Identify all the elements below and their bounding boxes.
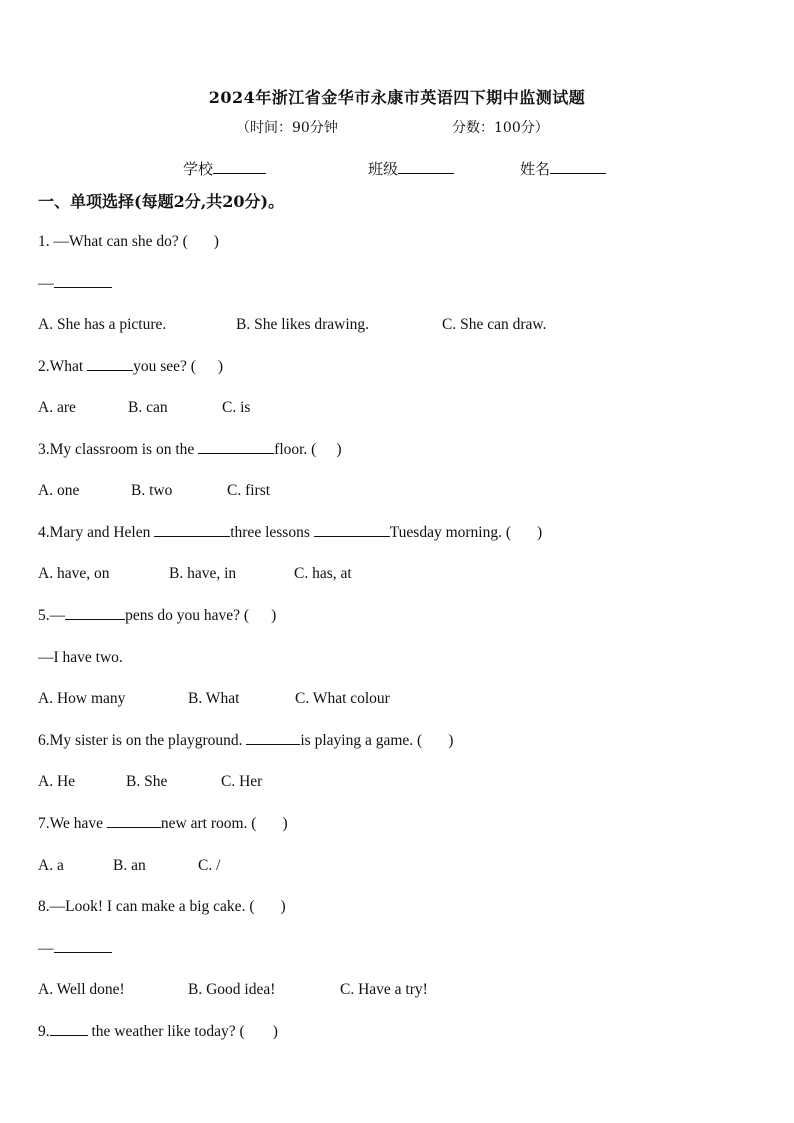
option-b[interactable]: B. an bbox=[113, 857, 146, 874]
name-blank bbox=[550, 172, 606, 174]
answer-blank bbox=[198, 452, 274, 454]
class-field bbox=[368, 158, 454, 179]
option-b[interactable]: B. can bbox=[128, 399, 168, 416]
question-8-paren-close: ) bbox=[280, 898, 286, 915]
question-7-text-2: new art room. ( bbox=[160, 815, 257, 832]
class-label: 班级 bbox=[368, 160, 399, 178]
option-c[interactable]: C. What colour bbox=[295, 690, 390, 707]
question-2-text: 2.What bbox=[38, 358, 84, 375]
question-4-text-3: Tuesday morning. ( bbox=[389, 524, 512, 541]
section-title: 一、单项选择(每题2分,共20分)。 bbox=[38, 192, 285, 211]
question-9-text-2: the weather like today? ( bbox=[91, 1023, 245, 1040]
option-c[interactable]: C. Her bbox=[221, 773, 263, 790]
dash: — bbox=[38, 275, 54, 292]
option-b[interactable]: B. have, in bbox=[169, 565, 237, 582]
question-8-answer-line bbox=[38, 940, 112, 958]
question-1-text: 1. —What can she do? ( bbox=[38, 233, 188, 250]
question-2-text-2: you see? ( bbox=[133, 358, 196, 375]
answer-blank bbox=[107, 826, 161, 828]
question-8-options bbox=[38, 981, 428, 999]
question-2-paren-close: ) bbox=[217, 358, 224, 375]
question-3-stem bbox=[38, 441, 342, 459]
question-2-stem bbox=[38, 358, 223, 376]
option-a[interactable]: A. one bbox=[38, 482, 80, 499]
answer-blank bbox=[54, 951, 112, 953]
answer-blank bbox=[246, 743, 300, 745]
answer-blank bbox=[314, 535, 390, 537]
option-b[interactable]: B. What bbox=[188, 690, 240, 707]
school-field bbox=[183, 158, 266, 179]
option-b[interactable]: B. Good idea! bbox=[188, 981, 276, 998]
question-3-text-2: floor. ( bbox=[274, 441, 317, 458]
option-a[interactable]: A. have, on bbox=[38, 565, 110, 582]
question-9-stem bbox=[38, 1023, 278, 1041]
option-c[interactable]: C. Have a try! bbox=[340, 981, 428, 998]
question-9-paren-close: ) bbox=[272, 1023, 278, 1040]
answer-blank bbox=[65, 618, 125, 620]
name-field bbox=[520, 158, 606, 179]
answer-blank bbox=[154, 535, 230, 537]
question-6-stem bbox=[38, 732, 453, 750]
question-3-text: 3.My classroom is on the bbox=[38, 441, 195, 458]
option-a[interactable]: A. are bbox=[38, 399, 76, 416]
question-3-paren-close: ) bbox=[336, 441, 342, 458]
option-c[interactable]: C. has, at bbox=[294, 565, 352, 582]
option-a[interactable]: A. She has a picture. bbox=[38, 316, 167, 333]
option-b[interactable]: B. two bbox=[131, 482, 173, 499]
question-4-text: 4.Mary and Helen bbox=[38, 524, 151, 541]
score-label: 分数：100分） bbox=[452, 120, 549, 136]
time-label: （时间：90分钟 bbox=[236, 120, 338, 136]
option-c[interactable]: C. is bbox=[222, 399, 251, 416]
option-b[interactable]: B. She likes drawing. bbox=[236, 316, 370, 333]
option-c[interactable]: C. first bbox=[227, 482, 271, 499]
option-a[interactable]: A. Well done! bbox=[38, 981, 125, 998]
question-5-text-2: pens do you have? ( bbox=[125, 607, 250, 624]
question-5-reply: —I have two. bbox=[38, 649, 123, 666]
question-4-options bbox=[38, 565, 352, 583]
question-1-answer-line bbox=[38, 275, 112, 293]
question-5-options bbox=[38, 690, 390, 708]
option-c[interactable]: C. / bbox=[198, 857, 221, 874]
question-5-stem bbox=[38, 607, 276, 625]
answer-blank bbox=[87, 369, 133, 371]
question-3-options bbox=[38, 482, 270, 500]
question-7-stem bbox=[38, 815, 288, 833]
answer-blank bbox=[50, 1034, 88, 1036]
question-7-options bbox=[38, 857, 220, 875]
question-8-text: 8.—Look! I can make a big cake. ( bbox=[38, 898, 255, 915]
question-4-text-2: three lessons bbox=[230, 524, 310, 541]
question-8-stem bbox=[38, 898, 286, 916]
school-blank bbox=[213, 172, 266, 174]
question-5-paren-close: ) bbox=[271, 607, 277, 624]
question-1-paren-close: ) bbox=[213, 233, 219, 250]
option-a[interactable]: A. How many bbox=[38, 690, 126, 707]
question-9-text: 9. bbox=[38, 1023, 50, 1040]
question-6-text-2: is playing a game. ( bbox=[300, 732, 423, 749]
exam-subtitle bbox=[236, 117, 549, 137]
question-6-paren-close: ) bbox=[448, 732, 454, 749]
dash: — bbox=[38, 940, 54, 957]
class-blank bbox=[398, 172, 454, 174]
question-4-paren-close: ) bbox=[537, 524, 543, 541]
name-label: 姓名 bbox=[520, 160, 551, 178]
question-1-stem bbox=[38, 233, 219, 251]
option-a[interactable]: A. a bbox=[38, 857, 64, 874]
question-7-text: 7.We have bbox=[38, 815, 104, 832]
option-c[interactable]: C. She can draw. bbox=[442, 316, 547, 333]
question-1-options bbox=[38, 316, 546, 334]
option-a[interactable]: A. He bbox=[38, 773, 76, 790]
school-label: 学校 bbox=[183, 160, 214, 178]
option-b[interactable]: B. She bbox=[126, 773, 168, 790]
question-2-options bbox=[38, 399, 250, 417]
question-6-options bbox=[38, 773, 262, 791]
exam-title: 2024年浙江省金华市永康市英语四下期中监测试题 bbox=[208, 88, 586, 107]
question-6-text: 6.My sister is on the playground. bbox=[38, 732, 243, 749]
question-4-stem bbox=[38, 524, 542, 542]
question-5-text: 5.— bbox=[38, 607, 66, 624]
question-7-paren-close: ) bbox=[282, 815, 288, 832]
answer-blank bbox=[54, 286, 112, 288]
